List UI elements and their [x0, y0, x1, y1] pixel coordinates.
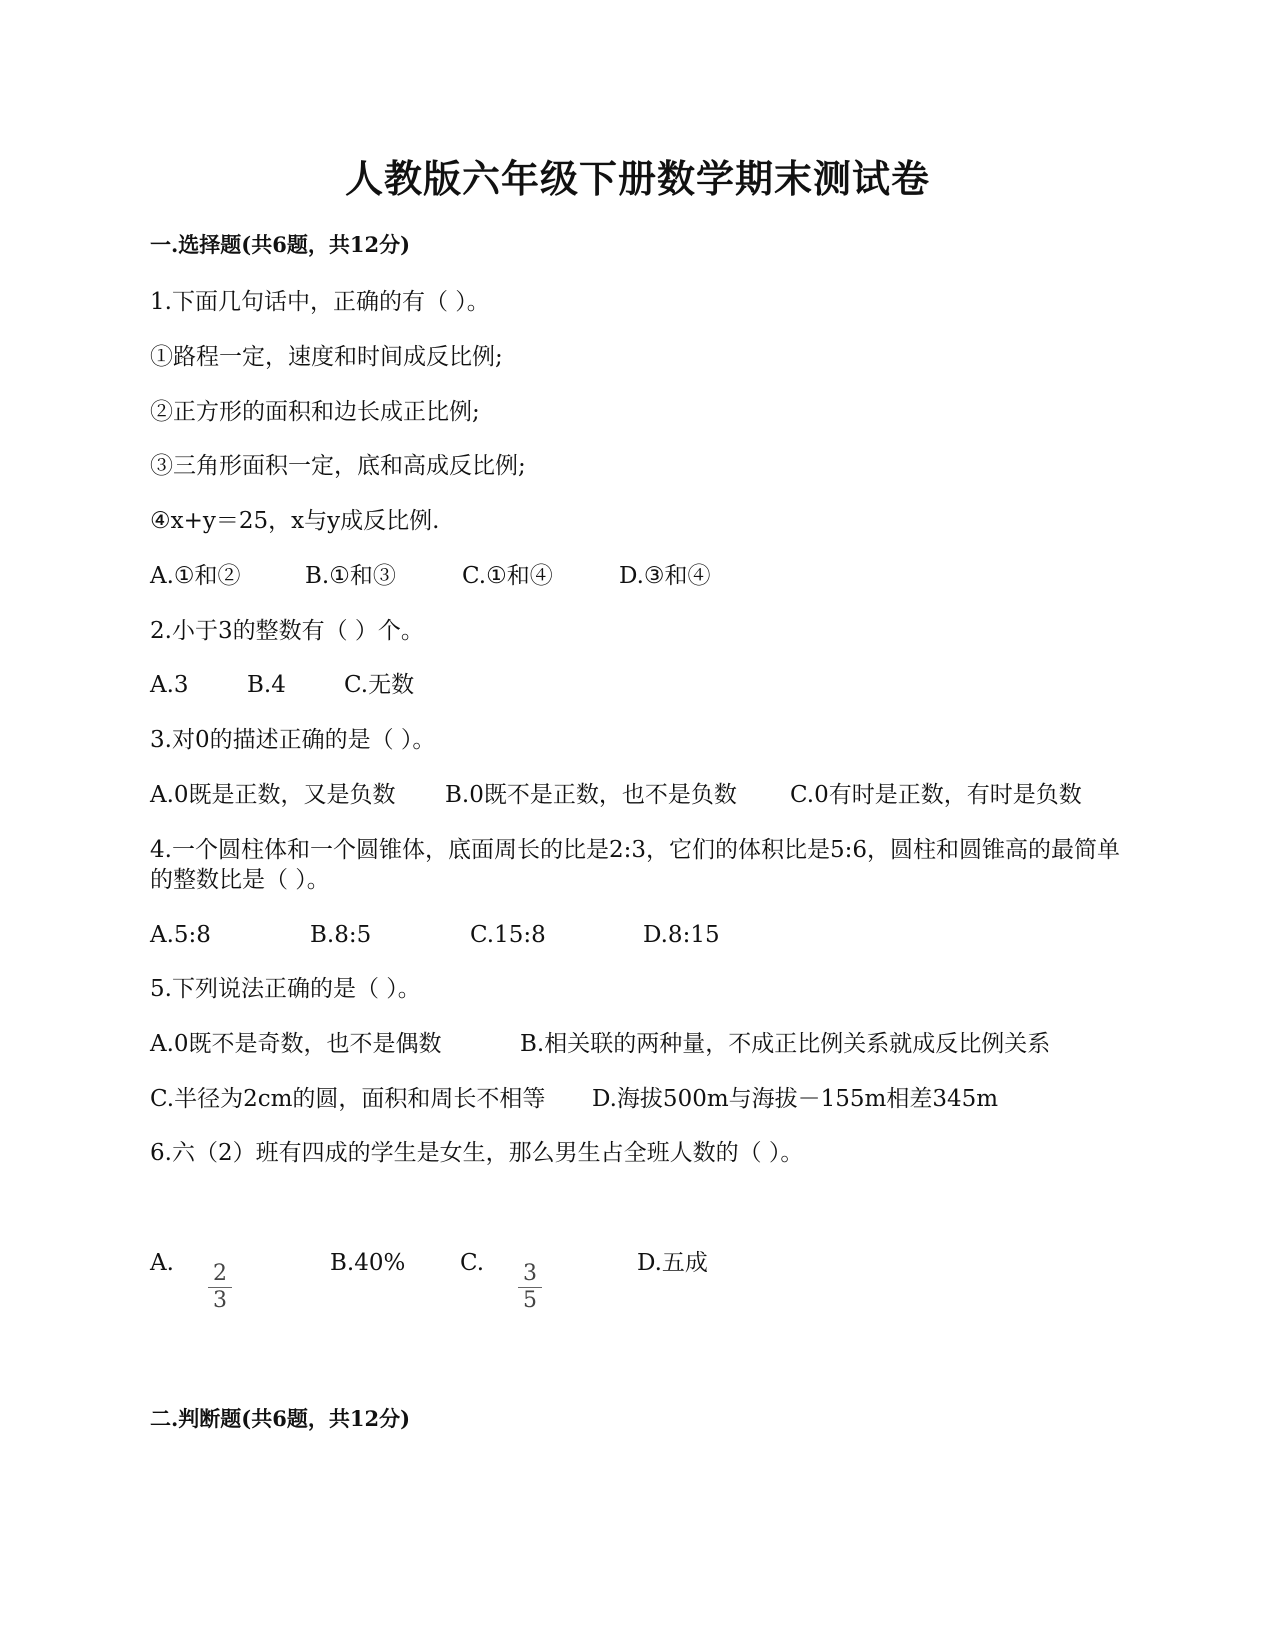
q2-option-b: B.4 [247, 672, 286, 698]
q4-option-a: A.5:8 [150, 922, 211, 948]
q5-option-b: B.相关联的两种量，不成正比例关系就成反比例关系 [520, 1031, 1051, 1057]
q6-option-c: C. [460, 1250, 485, 1276]
question-5: 5.下列说法正确的是（ ）。 [150, 976, 421, 1002]
q6-fraction-a [208, 1262, 232, 1313]
fraction-numerator: 2 [213, 1261, 227, 1286]
q3-option-b: B.0既不是正数，也不是负数 [445, 782, 737, 808]
question-2: 2.小于3的整数有（ ）个。 [150, 618, 424, 644]
question-1: 1.下面几句话中，正确的有（ ）。 [150, 289, 490, 315]
q4-option-c: C.15:8 [470, 922, 546, 948]
q1-statement-3: ③三角形面积一定，底和高成反比例; [150, 453, 526, 479]
q6-fraction-c [518, 1262, 542, 1313]
section-heading-choice: 一.选择题(共6题，共12分) [150, 232, 411, 257]
q5-option-a: A.0既不是奇数，也不是偶数 [150, 1031, 442, 1057]
q4-option-d: D.8:15 [643, 922, 720, 948]
q1-statement-1: ①路程一定，速度和时间成反比例; [150, 344, 503, 370]
question-4: 4.一个圆柱体和一个圆锥体，底面周长的比是2:3，它们的体积比是5:6，圆柱和圆锥高的最简单的整数比是（ ）。 [150, 837, 1120, 893]
question-6: 6.六（2）班有四成的学生是女生，那么男生占全班人数的（ ）。 [150, 1140, 804, 1166]
q5-option-c: C.半径为2cm的圆，面积和周长不相等 [150, 1086, 546, 1112]
q1-option-b: B.①和③ [305, 563, 396, 589]
q2-option-a: A.3 [150, 672, 189, 698]
q1-option-c: C.①和④ [462, 563, 553, 589]
q6-option-d: D.五成 [637, 1250, 708, 1276]
q1-statement-4: ④x+y＝25，x与y成反比例. [150, 508, 440, 534]
fraction-numerator: 3 [523, 1261, 537, 1286]
q3-option-c: C.0有时是正数，有时是负数 [790, 782, 1082, 808]
fraction-denominator: 3 [213, 1288, 227, 1313]
q5-option-d: D.海拔500m与海拔－155m相差345m [592, 1086, 999, 1112]
page-title: 人教版六年级下册数学期末测试卷 [344, 156, 930, 201]
q3-option-a: A.0既是正数，又是负数 [150, 782, 396, 808]
q6-option-b: B.40% [330, 1250, 406, 1276]
q2-option-c: C.无数 [344, 672, 415, 698]
fraction-denominator: 5 [523, 1288, 537, 1313]
q4-option-b: B.8:5 [310, 922, 372, 948]
q1-option-d: D.③和④ [619, 563, 711, 589]
question-3: 3.对0的描述正确的是（ ）。 [150, 727, 436, 753]
q6-option-a: A. [150, 1250, 174, 1276]
q1-option-a: A.①和② [150, 563, 241, 589]
q1-statement-2: ②正方形的面积和边长成正比例; [150, 399, 480, 425]
section-heading-judgment: 二.判断题(共6题，共12分) [150, 1406, 411, 1431]
